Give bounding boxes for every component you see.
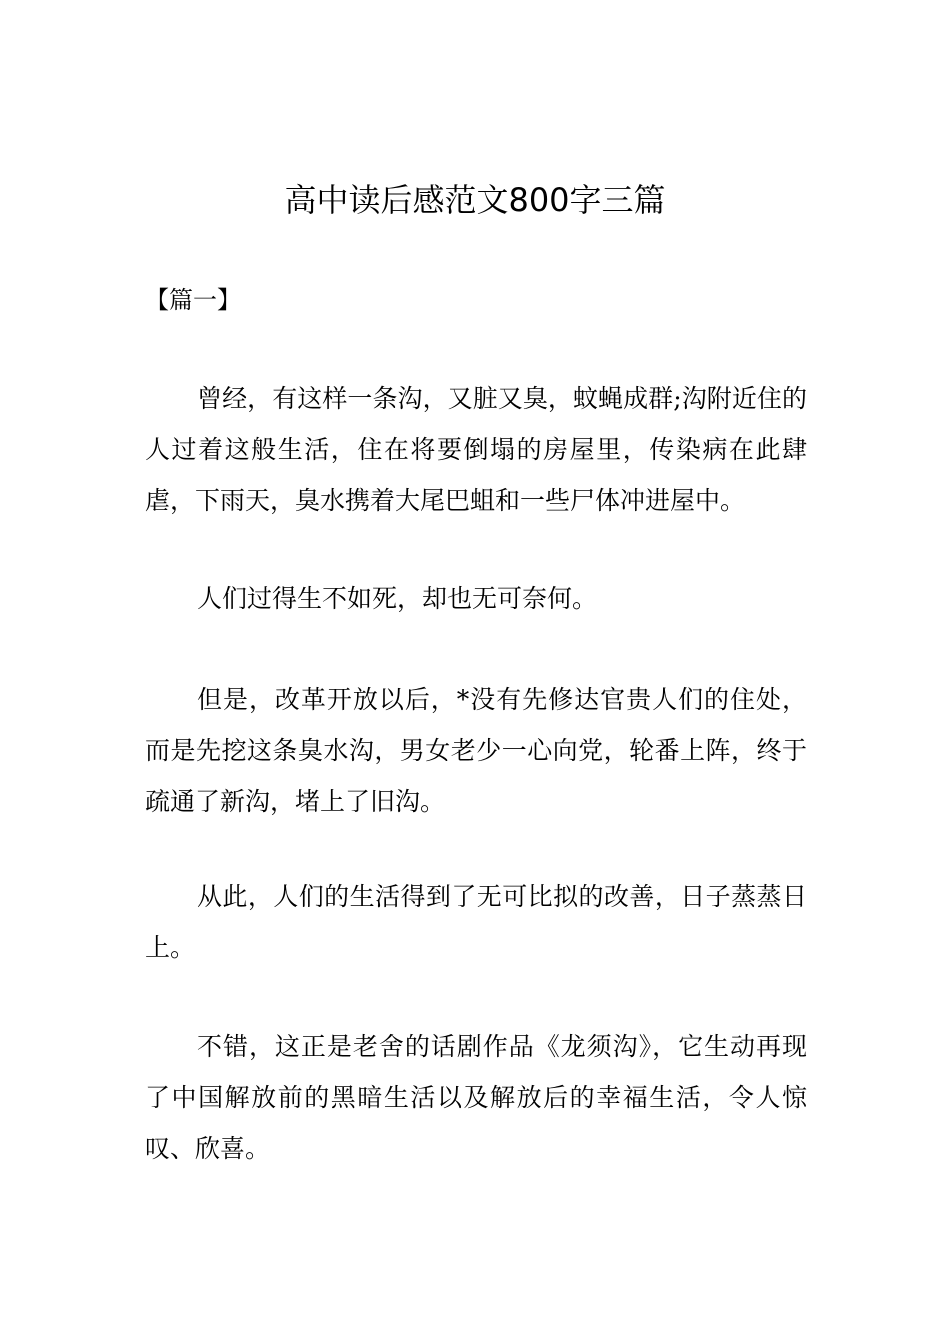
- section-heading: 【篇一】: [145, 286, 241, 314]
- paragraph-4: 从此，人们的生活得到了无可比拟的改善，日子蒸蒸日上。: [145, 882, 807, 962]
- paragraph-1: 曾经，有这样一条沟，又脏又臭，蚊蝇成群;沟附近住的人过着这般生活，住在将要倒塌的房屋里，传染病在此肆虐，下雨天，臭水携着大尾巴蛆和一些尸体冲进屋中。: [145, 384, 807, 515]
- paragraph-5: 不错，这正是老舍的话剧作品《龙须沟》，它生动再现了中国解放前的黑暗生活以及解放后的幸福生活，令人惊叹、欣喜。: [145, 1032, 807, 1163]
- paragraph-3: 但是，改革开放以后，*没有先修达官贵人们的住处，而是先挖这条臭水沟，男女老少一心向党，轮番上阵，终于疏通了新沟，堵上了旧沟。: [145, 685, 807, 816]
- document-title: 高中读后感范文800字三篇: [284, 181, 666, 219]
- paragraph-2: 人们过得生不如死，却也无可奈何。: [197, 584, 598, 613]
